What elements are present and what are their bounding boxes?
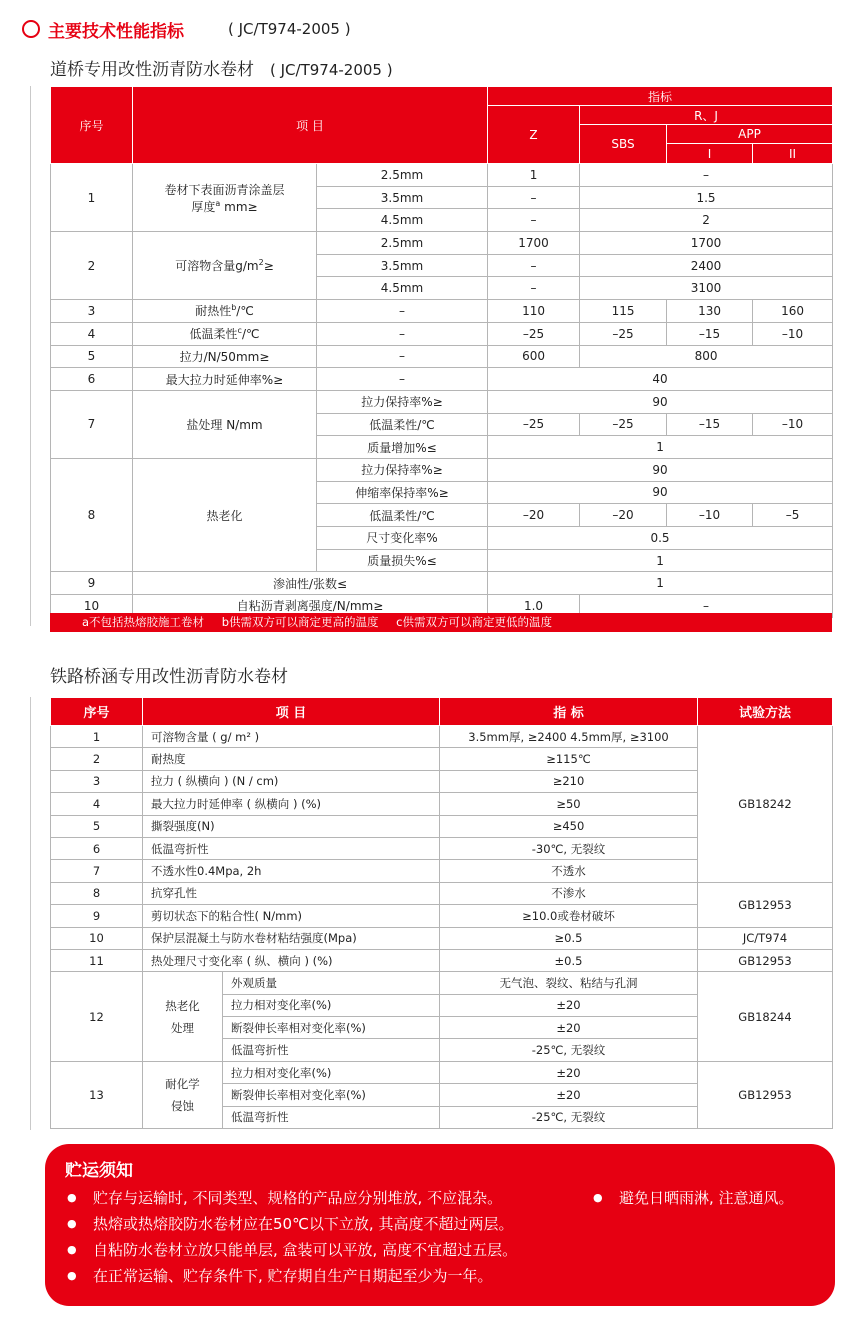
th-method: 试验方法 bbox=[698, 698, 833, 726]
table-row: 尺寸变化率% 0.5 bbox=[51, 527, 833, 550]
table-row: 4 低温柔性$^c$/℃ – –25 –25 –15 –10 bbox=[51, 322, 833, 345]
table-footnotes: a不包括热熔胶施工卷材 b供需双方可以商定更高的温度 c供需双方可以商定更低的温度 bbox=[50, 613, 832, 632]
table-row: 断裂伸长率相对变化率(%) ±20 bbox=[51, 1084, 833, 1106]
notice-item: ● 热熔或热熔胶防水卷材应在50℃以下立放, 其高度不超过两层。 bbox=[93, 1210, 513, 1238]
table-row: 12 热老化 处理 外观质量 无气泡、裂纹、粘结与孔洞 GB18244 bbox=[51, 972, 833, 994]
table-row: 9 渗油性/张数≤ 1 bbox=[51, 572, 833, 595]
page-title: 主要技术性能指标 bbox=[48, 21, 184, 42]
table-row: 拉力相对变化率(%) ±20 bbox=[51, 994, 833, 1016]
table-row: 断裂伸长率相对变化率(%) ±20 bbox=[51, 1017, 833, 1039]
table-row: 3 耐热性$^b$/℃ – 110 115 130 160 bbox=[51, 300, 833, 323]
notice-item: ● 自粘防水卷材立放只能单层, 盒装可以平放, 高度不宜超过五层。 bbox=[93, 1236, 517, 1264]
table-row: 1 可溶物含量 ( g/ m² ) 3.5mm厚, ≥2400 4.5mm厚, ≥3100 GB18242 bbox=[51, 726, 833, 748]
table-row: 10 自粘沥青剥离强度/N/mm≥ 1.0 – bbox=[51, 595, 833, 618]
th-item: 项 目 bbox=[143, 698, 440, 726]
table-row: 6 最大拉力时延伸率%≥ – 40 bbox=[51, 368, 833, 391]
table-row: 低温柔性/℃ –20 –20 –10 –5 bbox=[51, 504, 833, 527]
section2-title: 铁路桥涵专用改性沥青防水卷材 bbox=[50, 667, 288, 687]
section-header bbox=[22, 16, 351, 42]
table-row: 3 拉力 ( 纵横向 ) (N / cm) ≥210 bbox=[51, 770, 833, 792]
table-row: 3.5mm – 2400 bbox=[51, 254, 833, 277]
th-z: Z bbox=[488, 106, 580, 164]
table-row: 5 拉力/N/50mm≥ – 600 800 bbox=[51, 345, 833, 368]
table-row: 6 低温弯折性 -30℃, 无裂纹 bbox=[51, 837, 833, 859]
table-row: 质量损失%≤ 1 bbox=[51, 549, 833, 572]
table-row: 质量增加%≤ 1 bbox=[51, 436, 833, 459]
th-no: 序号 bbox=[51, 698, 143, 726]
table-row: 8 抗穿孔性 不渗水 GB12953 bbox=[51, 882, 833, 904]
table-row: 10 保护层混凝土与防水卷材粘结强度(Mpa) ≥0.5 JC/T974 bbox=[51, 927, 833, 949]
notice-item: ● 在正常运输、贮存条件下, 贮存期自生产日期起至少为一年。 bbox=[93, 1262, 493, 1290]
railway-spec-table bbox=[50, 697, 833, 1129]
table-row: 3.5mm – 1.5 bbox=[51, 186, 833, 209]
th-app: APP bbox=[667, 125, 833, 144]
section1-title: 道桥专用改性沥青防水卷材 ( JC/T974-2005 ) bbox=[50, 60, 393, 80]
notice-title: 贮运须知 bbox=[65, 1161, 133, 1181]
table-row: 伸缩率保持率%≥ 90 bbox=[51, 481, 833, 504]
table-row: 低温弯折性 -25℃, 无裂纹 bbox=[51, 1039, 833, 1061]
table-row: 11 热处理尺寸变化率 ( 纵、横向 ) (%) ±0.5 GB12953 bbox=[51, 949, 833, 971]
table-row: 2 耐热度 ≥115℃ bbox=[51, 748, 833, 770]
th-index: 指标 bbox=[488, 87, 833, 106]
th-index: 指 标 bbox=[440, 698, 698, 726]
table-row: 7 盐处理 N/mm 拉力保持率%≥ 90 bbox=[51, 390, 833, 413]
table-row: 13 耐化学 侵蚀 拉力相对变化率(%) ±20 GB12953 bbox=[51, 1061, 833, 1083]
table-row: 8 热老化 拉力保持率%≥ 90 bbox=[51, 458, 833, 481]
storage-notice bbox=[45, 1144, 835, 1306]
table-row: 5 撕裂强度(N) ≥450 bbox=[51, 815, 833, 837]
left-rule-2 bbox=[30, 697, 31, 1130]
table-row: 9 剪切状态下的粘合性( N/mm) ≥10.0或卷材破坏 bbox=[51, 905, 833, 927]
table-row: 4.5mm – 3100 bbox=[51, 277, 833, 300]
notice-item: ● 贮存与运输时, 不同类型、规格的产品应分别堆放, 不应混杂。 bbox=[93, 1184, 502, 1212]
th-app2: II bbox=[753, 144, 833, 164]
table-row: 4 最大拉力时延伸率 ( 纵横向 ) (%) ≥50 bbox=[51, 793, 833, 815]
th-rj: R、J bbox=[580, 106, 833, 125]
table-row: 7 不透水性0.4Mpa, 2h 不透水 bbox=[51, 860, 833, 882]
left-rule bbox=[30, 86, 31, 626]
th-sbs: SBS bbox=[580, 125, 667, 164]
notice-item: ● 避免日晒雨淋, 注意通风。 bbox=[619, 1184, 794, 1212]
table-row: 低温柔性/℃ –25 –25 –15 –10 bbox=[51, 413, 833, 436]
bridge-spec-table bbox=[50, 86, 833, 618]
circle-icon bbox=[22, 20, 40, 38]
th-item: 项 目 bbox=[133, 87, 488, 164]
th-no: 序号 bbox=[51, 87, 133, 164]
table-row: 4.5mm – 2 bbox=[51, 209, 833, 232]
table-row: 1 卷材下表面沥青涂盖层 厚度$^a$ mm≥ 2.5mm 1 – bbox=[51, 164, 833, 187]
th-app1: I bbox=[667, 144, 753, 164]
table-row: 低温弯折性 -25℃, 无裂纹 bbox=[51, 1106, 833, 1128]
header-standard: ( JC/T974-2005 ) bbox=[228, 20, 351, 38]
table-row: 2 可溶物含量$g/m^2\ge$ 2.5mm 1700 1700 bbox=[51, 232, 833, 255]
